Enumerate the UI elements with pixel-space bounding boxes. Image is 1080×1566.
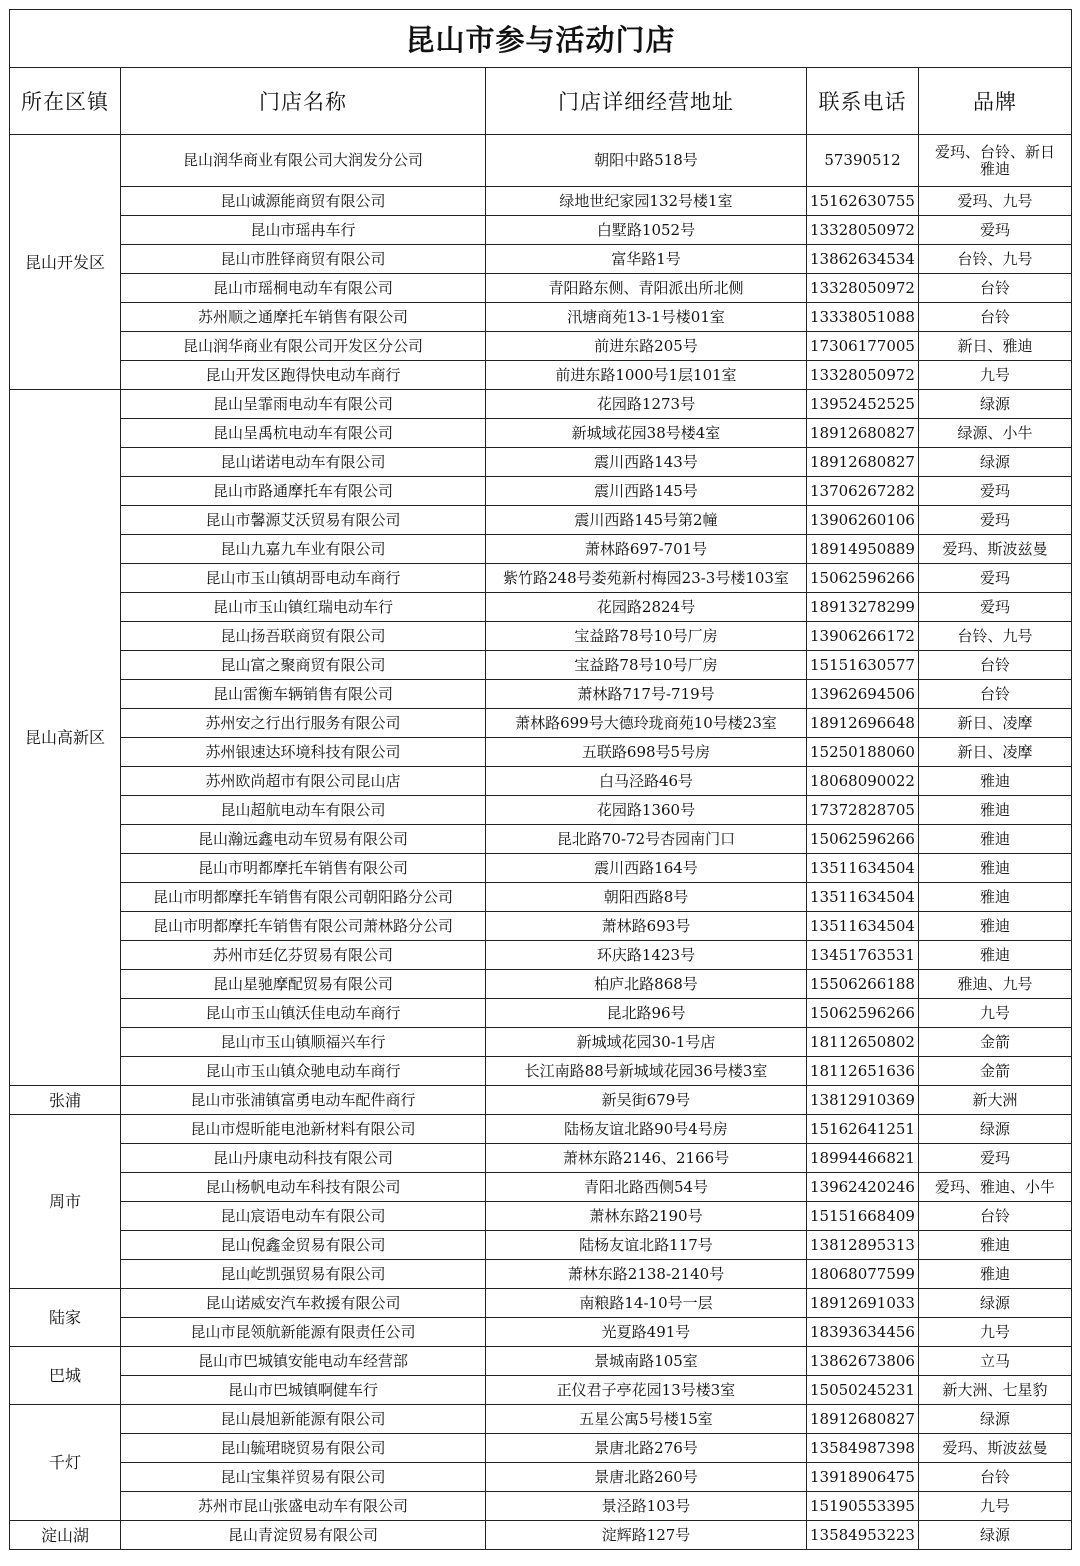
table-row [10,216,1072,245]
store-name-cell: 昆山星驰摩配贸易有限公司 [121,970,486,999]
phone-cell: 13328050972 [807,274,919,303]
table-row [10,1086,1072,1115]
address-cell: 花园路1273号 [486,390,807,419]
address-cell: 景唐北路276号 [486,1434,807,1463]
store-name-cell: 昆山宸语电动车有限公司 [121,1202,486,1231]
phone-cell: 15506266188 [807,970,919,999]
district-cell: 昆山高新区 [10,390,121,1086]
store-name-cell: 苏州欧尚超市有限公司昆山店 [121,767,486,796]
table-row [10,796,1072,825]
phone-cell: 15250188060 [807,738,919,767]
brand-cell: 新日、凌摩 [919,738,1072,767]
brand-cell: 绿源 [919,448,1072,477]
brand-cell: 雅迪 [919,796,1072,825]
store-name-cell: 昆山雷衡车辆销售有限公司 [121,680,486,709]
phone-cell: 18068077599 [807,1260,919,1289]
phone-cell: 13906266172 [807,622,919,651]
table-row [10,506,1072,535]
store-name-cell: 昆山市巴城镇安能电动车经营部 [121,1347,486,1376]
address-cell: 萧林路697-701号 [486,535,807,564]
address-cell: 柏庐北路868号 [486,970,807,999]
phone-cell: 13584953223 [807,1521,919,1550]
phone-cell: 15151630577 [807,651,919,680]
address-cell: 朝阳西路8号 [486,883,807,912]
table-row [10,970,1072,999]
brand-cell: 九号 [919,1492,1072,1521]
table-row [10,1347,1072,1376]
store-name-cell: 昆山市巴城镇啊健车行 [121,1376,486,1405]
phone-cell: 13706267282 [807,477,919,506]
address-cell: 震川西路145号第2幢 [486,506,807,535]
table-row [10,1405,1072,1434]
district-cell: 昆山开发区 [10,135,121,390]
phone-cell: 13962694506 [807,680,919,709]
header-district: 所在区镇 [10,68,121,135]
district-cell: 千灯 [10,1405,121,1521]
address-cell: 萧林路717号-719号 [486,680,807,709]
address-cell: 朝阳中路518号 [486,135,807,187]
table-row [10,1231,1072,1260]
address-cell: 景唐北路260号 [486,1463,807,1492]
brand-cell: 爱玛 [919,593,1072,622]
phone-cell: 15062596266 [807,825,919,854]
table-body [10,135,1072,1550]
brand-cell: 九号 [919,999,1072,1028]
address-cell: 萧林路693号 [486,912,807,941]
brand-cell: 绿源 [919,390,1072,419]
brand-cell: 绿源 [919,1521,1072,1550]
address-cell: 南粮路14-10号一层 [486,1289,807,1318]
address-cell: 紫竹路248号娄苑新村梅园23-3号楼103室 [486,564,807,593]
store-name-cell: 昆山市明都摩托车销售有限公司朝阳路分公司 [121,883,486,912]
store-name-cell: 昆山超航电动车有限公司 [121,796,486,825]
store-name-cell: 昆山市昆领航新能源有限责任公司 [121,1318,486,1347]
phone-cell: 13906260106 [807,506,919,535]
phone-cell: 18112651636 [807,1057,919,1086]
store-name-cell: 昆山丹康电动科技有限公司 [121,1144,486,1173]
brand-cell: 新大洲、七星豹 [919,1376,1072,1405]
store-name-cell: 苏州安之行出行服务有限公司 [121,709,486,738]
phone-cell: 13511634504 [807,912,919,941]
brand-cell: 爱玛、台铃、新日雅迪 [919,135,1072,187]
store-name-cell: 昆山呈禹杭电动车有限公司 [121,419,486,448]
address-cell: 昆北路96号 [486,999,807,1028]
store-name-cell: 昆山倪鑫金贸易有限公司 [121,1231,486,1260]
brand-cell: 爱玛、斯波兹曼 [919,1434,1072,1463]
store-name-cell: 昆山市玉山镇红瑞电动车行 [121,593,486,622]
table-row [10,535,1072,564]
table-row [10,883,1072,912]
address-cell: 景城南路105室 [486,1347,807,1376]
table-row [10,332,1072,361]
store-list-sheet [9,9,1071,1550]
address-cell: 宝益路78号10号厂房 [486,622,807,651]
store-name-cell: 昆山屹凯强贸易有限公司 [121,1260,486,1289]
table-row [10,1289,1072,1318]
brand-cell: 金箭 [919,1028,1072,1057]
phone-cell: 13918906475 [807,1463,919,1492]
store-name-cell: 昆山富之聚商贸有限公司 [121,651,486,680]
address-cell: 新城域花园30-1号店 [486,1028,807,1057]
district-cell: 巴城 [10,1347,121,1405]
address-cell: 震川西路145号 [486,477,807,506]
table-row [10,1492,1072,1521]
district-cell: 陆家 [10,1289,121,1347]
phone-cell: 18912696648 [807,709,919,738]
store-name-cell: 昆山市煜昕能电池新材料有限公司 [121,1115,486,1144]
address-cell: 环庆路1423号 [486,941,807,970]
brand-cell: 雅迪 [919,1231,1072,1260]
table-row [10,1434,1072,1463]
store-name-cell: 昆山市胜铎商贸有限公司 [121,245,486,274]
phone-cell: 13451763531 [807,941,919,970]
store-name-cell: 昆山市玉山镇胡哥电动车商行 [121,564,486,593]
address-cell: 萧林东路2146、2166号 [486,1144,807,1173]
brand-cell: 爱玛 [919,506,1072,535]
brand-cell: 雅迪 [919,767,1072,796]
store-name-cell: 苏州顺之通摩托车销售有限公司 [121,303,486,332]
table-row [10,564,1072,593]
table-row [10,854,1072,883]
store-name-cell: 昆山市瑶冉车行 [121,216,486,245]
table-row [10,1202,1072,1231]
brand-cell: 雅迪 [919,941,1072,970]
table-row [10,1260,1072,1289]
phone-cell: 13328050972 [807,361,919,390]
brand-cell: 绿源 [919,1405,1072,1434]
address-cell: 长江南路88号新城域花园36号楼3室 [486,1057,807,1086]
phone-cell: 18068090022 [807,767,919,796]
brand-cell: 绿源 [919,1115,1072,1144]
table-row [10,390,1072,419]
district-cell: 淀山湖 [10,1521,121,1550]
table-row [10,1028,1072,1057]
header-phone: 联系电话 [807,68,919,135]
store-name-cell: 昆山青淀贸易有限公司 [121,1521,486,1550]
phone-cell: 13862673806 [807,1347,919,1376]
phone-cell: 13812910369 [807,1086,919,1115]
phone-cell: 13584987398 [807,1434,919,1463]
address-cell: 淀辉路127号 [486,1521,807,1550]
store-name-cell: 昆山市明都摩托车销售有限公司萧林路分公司 [121,912,486,941]
brand-cell: 台铃 [919,680,1072,709]
brand-cell: 新日、凌摩 [919,709,1072,738]
phone-cell: 13338051088 [807,303,919,332]
table-row [10,1057,1072,1086]
store-name-cell: 昆山市瑶桐电动车有限公司 [121,274,486,303]
phone-cell: 15151668409 [807,1202,919,1231]
table-row [10,1463,1072,1492]
table-row [10,999,1072,1028]
phone-cell: 18912680827 [807,1405,919,1434]
store-name-cell: 苏州市廷亿芬贸易有限公司 [121,941,486,970]
address-cell: 新吴街679号 [486,1086,807,1115]
table-row [10,941,1072,970]
store-name-cell: 昆山市馨源艾沃贸易有限公司 [121,506,486,535]
table-row [10,135,1072,187]
store-name-cell: 昆山呈霏雨电动车有限公司 [121,390,486,419]
address-cell: 前进东路1000号1层101室 [486,361,807,390]
store-name-cell: 昆山诚源能商贸有限公司 [121,187,486,216]
address-cell: 五星公寓5号楼15室 [486,1405,807,1434]
table-row [10,622,1072,651]
brand-cell: 爱玛 [919,216,1072,245]
address-cell: 宝益路78号10号厂房 [486,651,807,680]
brand-cell: 爱玛 [919,477,1072,506]
store-name-cell: 昆山诺诺电动车有限公司 [121,448,486,477]
brand-cell: 新大洲 [919,1086,1072,1115]
address-cell: 震川西路143号 [486,448,807,477]
table-row [10,709,1072,738]
table-row [10,912,1072,941]
title-row [10,10,1072,68]
phone-cell: 17372828705 [807,796,919,825]
table-row [10,738,1072,767]
store-name-cell: 昆山九嘉九车业有限公司 [121,535,486,564]
address-cell: 正仪君子亭花园13号楼3室 [486,1376,807,1405]
brand-cell: 爱玛 [919,1144,1072,1173]
phone-cell: 17306177005 [807,332,919,361]
table-row [10,303,1072,332]
address-cell: 陆杨友谊北路90号4号房 [486,1115,807,1144]
brand-cell: 金箭 [919,1057,1072,1086]
brand-cell: 雅迪 [919,1260,1072,1289]
store-table [9,9,1072,1550]
store-name-cell: 昆山润华商业有限公司大润发分公司 [121,135,486,187]
table-row [10,1318,1072,1347]
brand-cell: 九号 [919,361,1072,390]
phone-cell: 15162630755 [807,187,919,216]
store-name-cell: 昆山晨旭新能源有限公司 [121,1405,486,1434]
brand-cell: 雅迪 [919,912,1072,941]
brand-cell: 爱玛、斯波兹曼 [919,535,1072,564]
header-row [10,68,1072,135]
address-cell: 白墅路1052号 [486,216,807,245]
phone-cell: 13328050972 [807,216,919,245]
store-name-cell: 昆山诺威安汽车救援有限公司 [121,1289,486,1318]
table-row [10,448,1072,477]
brand-cell: 爱玛、雅迪、小牛 [919,1173,1072,1202]
table-row [10,680,1072,709]
address-cell: 富华路1号 [486,245,807,274]
brand-cell: 台铃、九号 [919,622,1072,651]
store-name-cell: 昆山开发区跑得快电动车商行 [121,361,486,390]
phone-cell: 18393634456 [807,1318,919,1347]
phone-cell: 57390512 [807,135,919,187]
table-row [10,767,1072,796]
brand-cell: 爱玛 [919,564,1072,593]
address-cell: 震川西路164号 [486,854,807,883]
address-cell: 白马泾路46号 [486,767,807,796]
store-name-cell: 昆山市路通摩托车有限公司 [121,477,486,506]
address-cell: 萧林东路2190号 [486,1202,807,1231]
address-cell: 萧林东路2138-2140号 [486,1260,807,1289]
phone-cell: 18912680827 [807,448,919,477]
table-row [10,419,1072,448]
table-row [10,245,1072,274]
brand-cell: 台铃 [919,651,1072,680]
table-row [10,593,1072,622]
brand-cell: 雅迪 [919,825,1072,854]
phone-cell: 15162641251 [807,1115,919,1144]
address-cell: 前进东路205号 [486,332,807,361]
brand-cell: 台铃 [919,1463,1072,1492]
phone-cell: 13952452525 [807,390,919,419]
table-row [10,825,1072,854]
page-title: 昆山市参与活动门店 [10,10,1072,68]
table-row [10,1521,1072,1550]
address-cell: 光夏路491号 [486,1318,807,1347]
phone-cell: 15062596266 [807,999,919,1028]
table-row [10,274,1072,303]
store-name-cell: 昆山润华商业有限公司开发区分公司 [121,332,486,361]
address-cell: 陆杨友谊北路117号 [486,1231,807,1260]
address-cell: 花园路2824号 [486,593,807,622]
brand-cell: 雅迪 [919,883,1072,912]
store-name-cell: 昆山市张浦镇富勇电动车配件商行 [121,1086,486,1115]
address-cell: 花园路1360号 [486,796,807,825]
store-name-cell: 昆山市玉山镇沃佳电动车商行 [121,999,486,1028]
address-cell: 新城域花园38号楼4室 [486,419,807,448]
store-name-cell: 昆山杨帆电动车科技有限公司 [121,1173,486,1202]
table-row [10,477,1072,506]
brand-cell: 绿源、小牛 [919,419,1072,448]
brand-cell: 台铃、九号 [919,245,1072,274]
phone-cell: 18912680827 [807,419,919,448]
store-name-cell: 昆山市玉山镇顺福兴车行 [121,1028,486,1057]
phone-cell: 18912691033 [807,1289,919,1318]
brand-cell: 爱玛、九号 [919,187,1072,216]
phone-cell: 15190553395 [807,1492,919,1521]
store-name-cell: 昆山瀚远鑫电动车贸易有限公司 [121,825,486,854]
brand-cell: 绿源 [919,1289,1072,1318]
store-name-cell: 昆山毓珺晓贸易有限公司 [121,1434,486,1463]
brand-cell: 雅迪 [919,854,1072,883]
header-address: 门店详细经营地址 [486,68,807,135]
brand-cell: 新日、雅迪 [919,332,1072,361]
address-cell: 昆北路70-72号杏园南门口 [486,825,807,854]
store-name-cell: 苏州市昆山张盛电动车有限公司 [121,1492,486,1521]
store-name-cell: 昆山扬吾联商贸有限公司 [121,622,486,651]
address-cell: 青阳北路西侧54号 [486,1173,807,1202]
table-row [10,1144,1072,1173]
brand-cell: 台铃 [919,274,1072,303]
brand-cell: 台铃 [919,1202,1072,1231]
phone-cell: 13812895313 [807,1231,919,1260]
phone-cell: 18112650802 [807,1028,919,1057]
phone-cell: 18914950889 [807,535,919,564]
table-row [10,361,1072,390]
phone-cell: 13511634504 [807,854,919,883]
address-cell: 萧林路699号大德玲珑商苑10号楼23室 [486,709,807,738]
phone-cell: 13862634534 [807,245,919,274]
table-row [10,651,1072,680]
phone-cell: 15062596266 [807,564,919,593]
address-cell: 青阳路东侧、青阳派出所北侧 [486,274,807,303]
table-row [10,1376,1072,1405]
phone-cell: 18994466821 [807,1144,919,1173]
address-cell: 绿地世纪家园132号楼1室 [486,187,807,216]
table-row [10,1115,1072,1144]
header-store-name: 门店名称 [121,68,486,135]
store-name-cell: 昆山宝集祥贸易有限公司 [121,1463,486,1492]
table-row [10,187,1072,216]
district-cell: 张浦 [10,1086,121,1115]
brand-cell: 台铃 [919,303,1072,332]
address-cell: 汛塘商苑13-1号楼01室 [486,303,807,332]
brand-cell: 九号 [919,1318,1072,1347]
district-cell: 周市 [10,1115,121,1289]
brand-cell: 雅迪、九号 [919,970,1072,999]
store-name-cell: 昆山市玉山镇众驰电动车商行 [121,1057,486,1086]
header-brand: 品牌 [919,68,1072,135]
table-row [10,1173,1072,1202]
address-cell: 景泾路103号 [486,1492,807,1521]
phone-cell: 15050245231 [807,1376,919,1405]
phone-cell: 13962420246 [807,1173,919,1202]
store-name-cell: 苏州银速达环境科技有限公司 [121,738,486,767]
phone-cell: 18913278299 [807,593,919,622]
brand-cell: 立马 [919,1347,1072,1376]
address-cell: 五联路698号5号房 [486,738,807,767]
store-name-cell: 昆山市明都摩托车销售有限公司 [121,854,486,883]
phone-cell: 13511634504 [807,883,919,912]
